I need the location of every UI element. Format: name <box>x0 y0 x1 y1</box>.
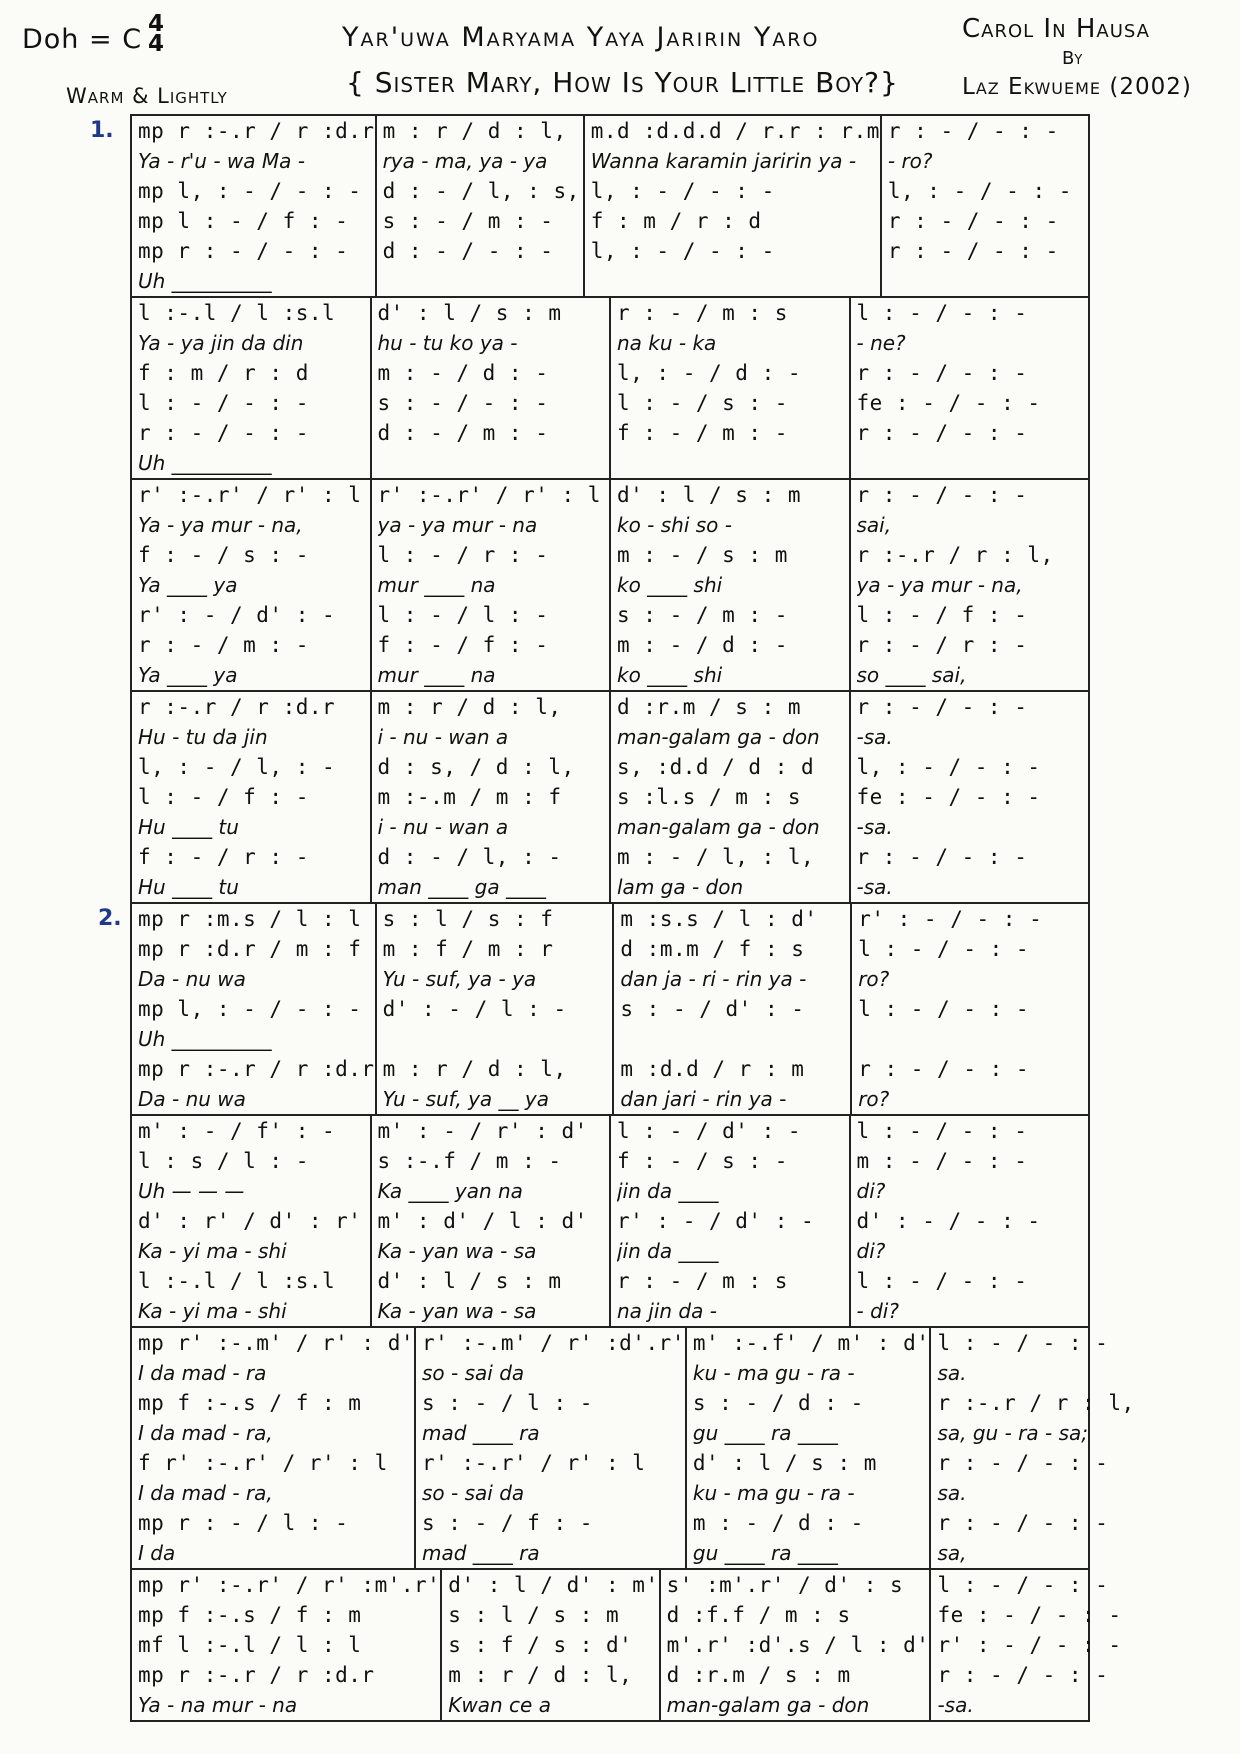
solfa-line: l : - / f : - <box>856 603 1028 627</box>
solfa-line: r' :-.r' / r' : l <box>422 1451 646 1475</box>
solfa-line: r : - / - : - <box>856 845 1028 869</box>
measure-7-3 <box>687 1328 932 1568</box>
solfa-line: d' : l / s : m <box>377 1269 562 1293</box>
solfa-line: d' : r' / d' : r' <box>138 1209 362 1233</box>
measure-5-2 <box>377 904 615 1114</box>
system-5 <box>132 904 1088 1116</box>
system-4 <box>132 692 1088 904</box>
lyric-line: man-galam ga - don <box>617 725 820 749</box>
system-7 <box>132 1328 1135 1570</box>
measure-5-3 <box>614 904 852 1114</box>
solfa-line: r : - / m : s <box>617 1269 788 1293</box>
by-label: By <box>1062 48 1083 69</box>
lyric-line: di? <box>856 1179 886 1203</box>
solfa-line: s : l / s : m <box>448 1603 620 1627</box>
measure-8-4 <box>931 1570 1121 1720</box>
lyric-line: ro? <box>858 1087 890 1111</box>
solfa-line: d : - / l, : s, <box>382 179 580 203</box>
key-signature: Doh = C <box>22 24 143 55</box>
solfa-line: l : - / - : - <box>856 1119 1028 1143</box>
lyric-line: Ka - yi ma - shi <box>138 1299 287 1323</box>
lyric-line: Hu ____ tu <box>138 875 239 899</box>
lyric-line: Kwan ce a <box>448 1693 551 1717</box>
system-6 <box>132 1116 1088 1328</box>
solfa-line: l :-.l / l :s.l <box>138 301 336 325</box>
verse-number: 1. <box>90 118 114 143</box>
solfa-line: f : - / s : - <box>617 1149 788 1173</box>
solfa-line: s :l.s / m : s <box>617 785 802 809</box>
solfa-line: l : - / r : - <box>377 543 549 567</box>
measure-4-2 <box>372 692 612 902</box>
measure-3-3 <box>611 480 851 690</box>
solfa-line: m :d.d / r : m <box>620 1057 805 1081</box>
measure-6-3 <box>611 1116 851 1326</box>
solfa-line: mp r :-.r / r :d.r <box>138 1057 375 1081</box>
lyric-line <box>383 1024 613 1054</box>
solfa-line: l : - / s : - <box>617 391 788 415</box>
solfa-line: mp l, : - / - : - <box>138 179 362 203</box>
lyric-line: gu ____ ra ____ <box>692 1421 838 1445</box>
score-grid <box>130 114 1135 1722</box>
solfa-line: m : - / s : m <box>617 543 788 567</box>
solfa-line: mp r' :-.r' / r' :m'.r' <box>138 1573 441 1597</box>
solfa-line: r' : - / - : - <box>937 1633 1122 1657</box>
lyric-line: jin da ____ <box>617 1239 719 1263</box>
solfa-line: f r' :-.r' / r' : l <box>138 1451 388 1475</box>
lyric-line: Ya - ya mur - na, <box>138 513 303 537</box>
solfa-line: l : - / - : - <box>858 937 1030 961</box>
solfa-line: d : - / - : - <box>382 239 554 263</box>
measure-4-3 <box>611 692 851 902</box>
solfa-line: m' : - / f' : - <box>138 1119 336 1143</box>
lyric-line: - ne? <box>856 331 906 355</box>
solfa-line: m' : - / r' : d' <box>377 1119 588 1143</box>
solfa-line: m : - / d : - <box>692 1511 864 1535</box>
lyric-line: Hu ____ tu <box>138 815 239 839</box>
solfa-line: m : r / d : l, <box>448 1663 633 1687</box>
solfa-line: mp f :-.s / f : m <box>138 1391 362 1415</box>
solfa-line: d :f.f / m : s <box>666 1603 851 1627</box>
solfa-line: r : - / - : - <box>856 483 1028 507</box>
tempo-marking: Warm & Lightly <box>66 84 228 108</box>
lyric-line: ya - ya mur - na <box>377 513 538 537</box>
solfa-line: mp r :d.r / m : f <box>138 937 362 961</box>
lyric-line: man-galam ga - don <box>666 1693 870 1717</box>
solfa-line: d : - / m : - <box>377 421 549 445</box>
solfa-line: r : - / - : - <box>138 421 309 445</box>
solfa-line: m : f / m : r <box>382 937 554 961</box>
lyric-line: so - sai da <box>422 1481 525 1505</box>
solfa-line: d :r.m / s : m <box>617 695 802 719</box>
solfa-line: r : - / r : - <box>856 633 1028 657</box>
lyric-line <box>620 1024 850 1054</box>
lyric-line: so ____ sai, <box>856 663 967 687</box>
lyric-line: Da - nu wa <box>138 967 246 991</box>
lyric-line: sa, gu - ra - sa; <box>937 1421 1088 1445</box>
measure-7-1 <box>132 1328 416 1568</box>
measure-1-3 <box>585 116 882 296</box>
lyric-line: so - sai da <box>422 1361 525 1385</box>
solfa-line: d' : - / - : - <box>856 1209 1041 1233</box>
measure-7-4 <box>931 1328 1134 1568</box>
solfa-line: d' : l / s : m <box>692 1451 877 1475</box>
lyric-line: -sa. <box>856 875 893 899</box>
lyric-line: mad ____ ra <box>422 1541 540 1565</box>
solfa-line: r' : - / - : - <box>858 907 1043 931</box>
lyric-line: ko ____ shi <box>617 663 723 687</box>
solfa-line: mp r : - / - : - <box>138 239 349 263</box>
solfa-line: s' :m'.r' / d' : s <box>666 1573 904 1597</box>
lyric-line <box>857 448 1089 478</box>
lyric-line: lam ga - don <box>617 875 744 899</box>
lyric-line: ya - ya mur - na, <box>856 573 1023 597</box>
lyric-line: -sa. <box>856 725 893 749</box>
song-title: Yar'uwa Maryama Yaya Jaririn Yaro <box>342 22 820 53</box>
solfa-line: r' :-.r' / r' : l <box>138 483 362 507</box>
solfa-line: f : - / m : - <box>617 421 788 445</box>
measure-5-4 <box>852 904 1088 1114</box>
lyric-line <box>617 448 849 478</box>
measure-2-1 <box>132 298 372 478</box>
measure-7-2 <box>416 1328 687 1568</box>
lyric-line: - di? <box>856 1299 899 1323</box>
lyric-line: -sa. <box>856 815 893 839</box>
solfa-line: s : - / l : - <box>422 1391 593 1415</box>
solfa-line: r : - / - : - <box>887 209 1059 233</box>
system-2 <box>132 298 1088 480</box>
solfa-line: f : m / r : d <box>590 209 762 233</box>
composer-name: Laz Ekwueme (2002) <box>962 74 1192 100</box>
solfa-line: r : - / - : - <box>858 1057 1030 1081</box>
solfa-line: l : - / - : - <box>858 997 1030 1021</box>
lyric-line: Ya ____ ya <box>138 663 238 687</box>
song-subtitle: { Sister Mary, How Is Your Little Boy?} <box>346 66 899 99</box>
solfa-line: d' : - / l : - <box>382 997 567 1021</box>
solfa-line: r :-.r / r :d.r <box>138 695 336 719</box>
measure-3-4 <box>851 480 1089 690</box>
lyric-line: sa. <box>937 1481 967 1505</box>
lyric-line: I da mad - ra <box>138 1361 267 1385</box>
solfa-line: l : - / - : - <box>856 1269 1028 1293</box>
solfa-line: m : r / d : l, <box>382 119 567 143</box>
solfa-line: s : - / d' : - <box>620 997 805 1021</box>
solfa-line: l : - / l : - <box>377 603 549 627</box>
solfa-line: f : - / f : - <box>377 633 549 657</box>
lyric-line: di? <box>856 1239 886 1263</box>
lyric-line: Ka - yi ma - shi <box>138 1239 287 1263</box>
solfa-line: l, : - / - : - <box>590 179 775 203</box>
lyric-line: Yu - suf, ya __ ya <box>382 1087 549 1111</box>
measure-5-1 <box>132 904 377 1114</box>
solfa-line: s : - / - : - <box>377 391 549 415</box>
measure-1-1 <box>132 116 377 296</box>
lyric-line: hu - tu ko ya - <box>377 331 518 355</box>
solfa-line: mp r' :-.m' / r' : d' <box>138 1331 415 1355</box>
solfa-line: r' : - / d' : - <box>138 603 336 627</box>
solfa-line: r :-.r / r : l, <box>937 1391 1135 1415</box>
lyric-line: jin da ____ <box>617 1179 719 1203</box>
lyric-line: Uh __________ <box>138 1027 272 1051</box>
lyric-line: I da mad - ra, <box>138 1421 273 1445</box>
lyric-line: dan jari - rin ya - <box>620 1087 787 1111</box>
solfa-line: r : - / - : - <box>856 695 1028 719</box>
solfa-line: s : - / m : - <box>382 209 554 233</box>
genre-label: Carol In Hausa <box>962 14 1150 44</box>
lyric-line: Ya ____ ya <box>138 573 238 597</box>
lyric-line: i - nu - wan a <box>377 815 509 839</box>
solfa-line: s : - / f : - <box>422 1511 593 1535</box>
lyric-line: ko - shi so - <box>617 513 732 537</box>
measure-2-4 <box>851 298 1089 478</box>
solfa-line: m : - / d : - <box>617 633 788 657</box>
solfa-line: s :-.f / m : - <box>377 1149 562 1173</box>
lyric-line: Ka - yan wa - sa <box>377 1299 537 1323</box>
solfa-line: m : r / d : l, <box>382 1057 567 1081</box>
measure-3-1 <box>132 480 372 690</box>
lyric-line: na ku - ka <box>617 331 717 355</box>
solfa-line: r : - / - : - <box>856 421 1028 445</box>
lyric-line: - ro? <box>887 149 933 173</box>
solfa-line: l, : - / d : - <box>617 361 802 385</box>
solfa-line: l :-.l / l :s.l <box>138 1269 336 1293</box>
lyric-line: sa, <box>937 1541 967 1565</box>
solfa-line: r : - / - : - <box>887 119 1059 143</box>
solfa-line: m'.r' :d'.s / l : d' <box>666 1633 930 1657</box>
measure-8-3 <box>661 1570 932 1720</box>
lyric-line: mad ____ ra <box>422 1421 540 1445</box>
measure-8-2 <box>442 1570 660 1720</box>
solfa-line: l : - / d' : - <box>617 1119 802 1143</box>
solfa-line: r : - / - : - <box>887 239 1059 263</box>
lyric-line <box>888 266 1088 296</box>
solfa-line: l, : - / l, : - <box>138 755 336 779</box>
measure-1-2 <box>377 116 585 296</box>
solfa-line: mp r : - / l : - <box>138 1511 349 1535</box>
solfa-line: m.d :d.d.d / r.r : r.m <box>590 119 880 143</box>
lyric-line: Ya - na mur - na <box>138 1693 298 1717</box>
solfa-line: l : - / f : - <box>138 785 309 809</box>
lyric-line: i - nu - wan a <box>377 725 509 749</box>
lyric-line: Uh __________ <box>138 451 272 475</box>
solfa-line: s : l / s : f <box>382 907 554 931</box>
lyric-line: man-galam ga - don <box>617 815 820 839</box>
solfa-line: l, : - / - : - <box>590 239 775 263</box>
lyric-line: Uh — — — <box>138 1179 245 1203</box>
solfa-line: r' :-.m' / r' :d'.r' <box>422 1331 685 1355</box>
solfa-line: r : - / m : s <box>617 301 788 325</box>
solfa-line: f : - / r : - <box>138 845 309 869</box>
solfa-line: s, :d.d / d : d <box>617 755 815 779</box>
solfa-line: r : - / - : - <box>856 361 1028 385</box>
lyric-line: mur ____ na <box>377 663 496 687</box>
solfa-line: mp f :-.s / f : m <box>138 1603 362 1627</box>
measure-6-2 <box>372 1116 612 1326</box>
time-signature <box>148 11 165 57</box>
solfa-line: d' : l / s : m <box>617 483 802 507</box>
lyric-line <box>858 1024 1088 1054</box>
lyric-line <box>591 266 880 296</box>
lyric-line: na jin da - <box>617 1299 717 1323</box>
solfa-line: d :m.m / f : s <box>620 937 805 961</box>
solfa-line: fe : - / - : - <box>856 785 1041 809</box>
solfa-line: s : - / d : - <box>692 1391 864 1415</box>
lyric-line: ko ____ shi <box>617 573 723 597</box>
solfa-line: m : - / l, : l, <box>617 845 815 869</box>
solfa-line: mp r :m.s / l : l <box>138 907 362 931</box>
time-top: 4 <box>148 11 165 37</box>
solfa-line: mf l :-.l / l : l <box>138 1633 362 1657</box>
lyric-line: Hu - tu da jin <box>138 725 268 749</box>
solfa-line: mp l, : - / - : - <box>138 997 362 1021</box>
lyric-line: ku - ma gu - ra - <box>692 1361 855 1385</box>
solfa-line: r :-.r / r : l, <box>856 543 1054 567</box>
measure-6-1 <box>132 1116 372 1326</box>
lyric-line: man ____ ga ____ <box>377 875 546 899</box>
measure-1-4 <box>882 116 1088 296</box>
lyric-line: ku - ma gu - ra - <box>692 1481 855 1505</box>
lyric-line: Wanna karamin jaririn ya - <box>590 149 857 173</box>
lyric-line: Ka ____ yan na <box>377 1179 523 1203</box>
measure-3-2 <box>372 480 612 690</box>
lyric-line: rya - ma, ya - ya <box>382 149 548 173</box>
lyric-line: Ya - r'u - wa Ma - <box>138 149 305 173</box>
lyric-line <box>378 448 610 478</box>
solfa-line: m : - / - : - <box>856 1149 1028 1173</box>
solfa-line: mp l : - / f : - <box>138 209 349 233</box>
lyric-line: -sa. <box>937 1693 974 1717</box>
solfa-line: d : s, / d : l, <box>377 755 575 779</box>
measure-8-1 <box>132 1570 442 1720</box>
solfa-line: r : - / - : - <box>937 1663 1109 1687</box>
solfa-line: s : f / s : d' <box>448 1633 633 1657</box>
lyric-line: sai, <box>856 513 892 537</box>
solfa-line: m :s.s / l : d' <box>620 907 818 931</box>
solfa-line: f : - / s : - <box>138 543 309 567</box>
lyric-line: Da - nu wa <box>138 1087 246 1111</box>
solfa-line: fe : - / - : - <box>856 391 1041 415</box>
measure-2-2 <box>372 298 612 478</box>
solfa-line: f : m / r : d <box>138 361 309 385</box>
measure-6-4 <box>851 1116 1089 1326</box>
solfa-line: r : - / m : - <box>138 633 309 657</box>
solfa-line: l : - / - : - <box>856 301 1028 325</box>
solfa-line: l : s / l : - <box>138 1149 309 1173</box>
lyric-line: Ka - yan wa - sa <box>377 1239 537 1263</box>
solfa-line: m' :-.f' / m' : d' <box>692 1331 930 1355</box>
verse-number: 2. <box>98 906 122 931</box>
solfa-line: d : - / l, : - <box>377 845 562 869</box>
solfa-line: r : - / - : - <box>937 1451 1109 1475</box>
lyric-line: Yu - suf, ya - ya <box>382 967 537 991</box>
time-bottom: 4 <box>148 31 165 57</box>
solfa-line: m :-.m / m : f <box>377 785 562 809</box>
solfa-line: mp r :-.r / r :d.r <box>138 1663 375 1687</box>
solfa-line: m : - / d : - <box>377 361 549 385</box>
solfa-line: l : - / - : - <box>937 1331 1109 1355</box>
measure-4-4 <box>851 692 1089 902</box>
solfa-line: l, : - / - : - <box>856 755 1041 779</box>
solfa-line: mp r :-.r / r :d.r <box>138 119 375 143</box>
solfa-line: d' : l / s : m <box>377 301 562 325</box>
measure-4-1 <box>132 692 372 902</box>
solfa-line: d' : l / d' : m' <box>448 1573 659 1597</box>
system-3 <box>132 480 1088 692</box>
solfa-line: r' :-.r' / r' : l <box>377 483 601 507</box>
solfa-line: s : - / m : - <box>617 603 788 627</box>
lyric-line <box>383 266 583 296</box>
system-1 <box>132 116 1088 298</box>
solfa-line: m' : d' / l : d' <box>377 1209 588 1233</box>
measure-2-3 <box>611 298 851 478</box>
lyric-line: ro? <box>858 967 890 991</box>
lyric-line: Uh __________ <box>138 269 272 293</box>
lyric-line: I da <box>138 1541 176 1565</box>
solfa-line: l : - / - : - <box>138 391 309 415</box>
lyric-line: Ya - ya jin da din <box>138 331 304 355</box>
solfa-line: r : - / - : - <box>937 1511 1109 1535</box>
lyric-line: sa. <box>937 1361 967 1385</box>
solfa-line: d :r.m / s : m <box>666 1663 851 1687</box>
solfa-line: m : r / d : l, <box>377 695 562 719</box>
solfa-line: r' : - / d' : - <box>617 1209 815 1233</box>
solfa-line: fe : - / - : - <box>937 1603 1122 1627</box>
lyric-line: gu ____ ra ____ <box>692 1541 838 1565</box>
solfa-line: l, : - / - : - <box>887 179 1072 203</box>
lyric-line: I da mad - ra, <box>138 1481 273 1505</box>
system-8 <box>132 1570 1122 1720</box>
lyric-line: dan ja - ri - rin ya - <box>620 967 807 991</box>
lyric-line: mur ____ na <box>377 573 496 597</box>
solfa-line: l : - / - : - <box>937 1573 1109 1597</box>
